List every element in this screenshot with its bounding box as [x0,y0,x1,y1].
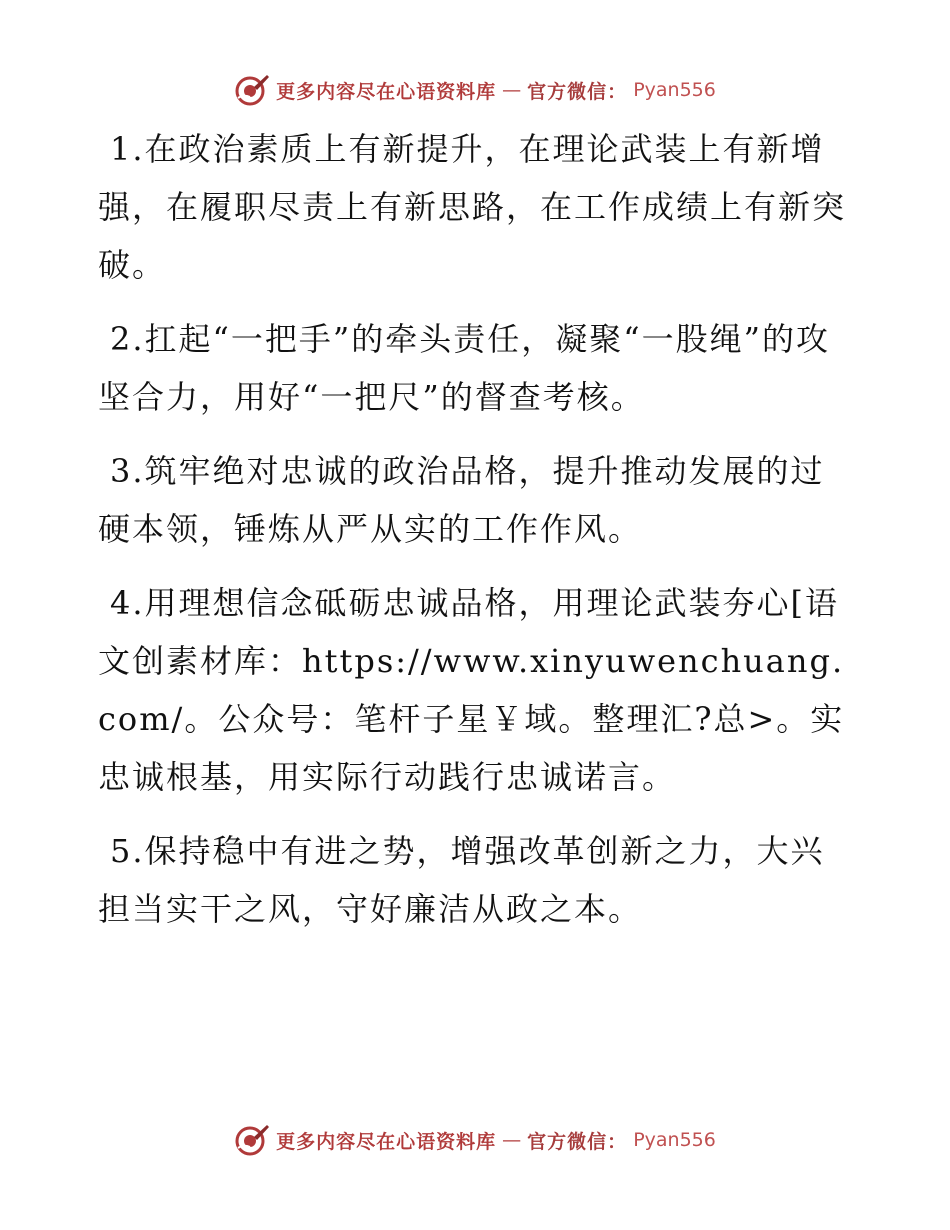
banner-dash: — [502,79,522,101]
banner-wechat-label: 官方微信： [527,1130,628,1153]
banner-dash: — [502,1129,522,1151]
list-item-4: 4.用理想信念砥砺忠诚品格，用理论武装夯心[语文创素材库：https://www.xinyuwenchuang.com/。公众号：笔杆子星￥域。整理汇?总>。实忠诚根基，用实际行动践行忠诚诺言。 [98,584,845,796]
brush-pen-logo-icon [234,1122,270,1158]
footer-banner [0,1120,950,1160]
banner-wechat-id: Pyan556 [633,79,716,101]
list-item-1: 1.在政治素质上有新提升，在理论武装上有新增强，在履职尽责上有新思路，在工作成绩上有新突破。 [98,130,847,284]
banner-wechat-id: Pyan556 [633,1129,716,1151]
banner-wechat-label: 官方微信： [527,80,628,103]
list-item-2: 2.扛起“一把手”的牵头责任，凝聚“一股绳”的攻坚合力，用好“一把尺”的督查考核。 [98,320,830,416]
list-item-5: 5.保持稳中有进之势，增强改革创新之力，大兴担当实干之风，守好廉洁从政之本。 [98,832,825,928]
brush-pen-logo-icon [234,72,270,108]
banner-brand-text: 更多内容尽在心语资料库 [276,1130,497,1153]
banner-brand-text: 更多内容尽在心语资料库 [276,80,497,103]
header-banner [0,70,950,110]
list-item-3: 3.筑牢绝对忠诚的政治品格，提升推动发展的过硬本领，锤炼从严从实的工作作风。 [98,452,825,548]
document-body [98,120,858,954]
